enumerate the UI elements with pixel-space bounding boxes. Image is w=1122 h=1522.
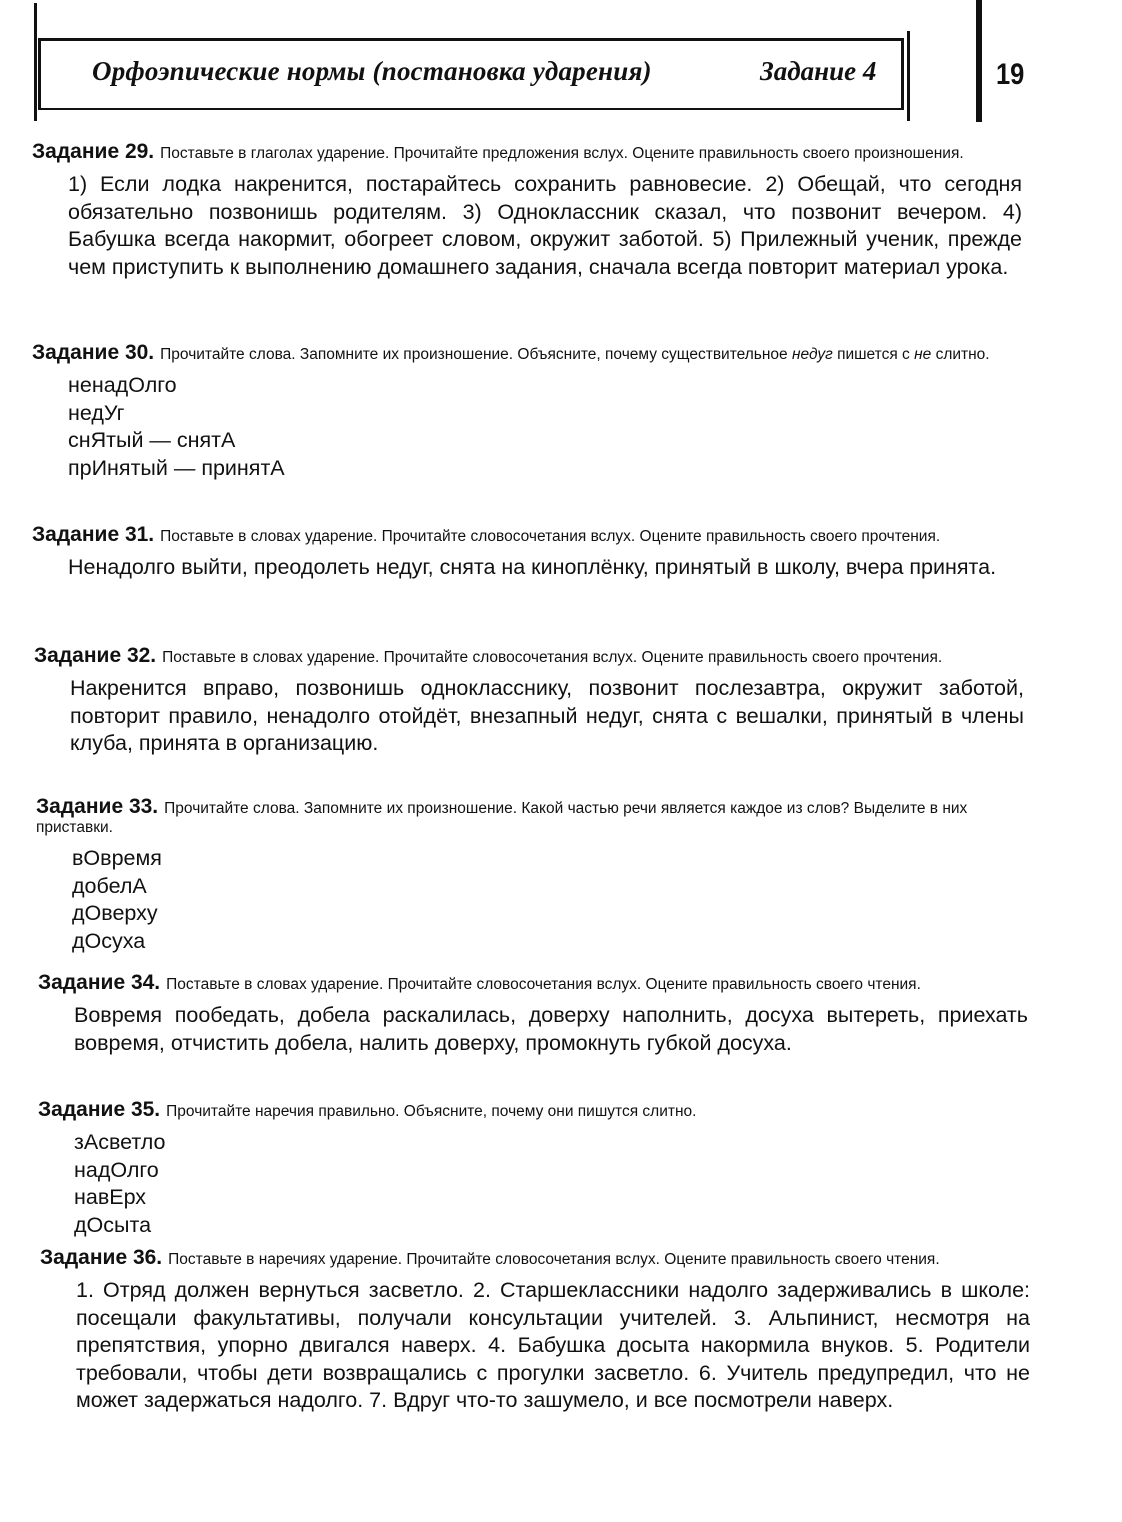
task-35 bbox=[38, 1100, 1028, 1239]
task-instruction bbox=[32, 525, 1022, 546]
list-item: добелА bbox=[72, 873, 147, 898]
task-text: 1) Если лодка накренится, постарайтесь сохранить равновесие. 2) Обещай, что сегодня обязательно позвонишь родителям. 3) Одноклассник сказал, что позвонит вечером. 4) Бабушка всегда накормит, обогреет словом, окружит заботой. 5) Прилежный ученик, прежде чем приступить к выполнению домашнего задания, сначала всегда повторит материал урока. bbox=[68, 172, 1022, 279]
task-label: Задание 36. bbox=[40, 1246, 163, 1269]
list-item: дОверху bbox=[72, 901, 158, 925]
task-29 bbox=[32, 142, 1022, 281]
word-list bbox=[68, 372, 1022, 482]
list-item: дОсуха bbox=[72, 928, 146, 953]
task-33 bbox=[36, 797, 1026, 955]
list-item: навЕрх bbox=[74, 1185, 147, 1209]
page-number: 19 bbox=[996, 58, 1025, 91]
instruction-text: слитно. bbox=[935, 346, 990, 363]
task-text: 1. Отряд должен вернуться засветло. 2. Старшеклассники надолго задерживались в школе: посещали факультативы, получали консультации учителей. 3. Альпинист, несмотря на препятствия, упорно двигался наверх. 4. Бабушка досыта накормила внуков. 5. Родители требовали, чтобы дети возвращались с прогулки засветло. 6. Учитель предупредил, что не может задержаться надолго. 7. Вдруг что-то зашумело, и все посмотрели наверх. bbox=[76, 1278, 1030, 1412]
task-32 bbox=[34, 646, 1024, 758]
list-item: прИнятый — принятА bbox=[68, 455, 285, 480]
instruction-text: Прочитайте слова. Запомните их произношение. Какой частью речи является каждое из слов? Выделите в них приставки. bbox=[36, 800, 968, 836]
task-instruction bbox=[38, 973, 1028, 994]
word-list bbox=[74, 1129, 1028, 1239]
task-instruction bbox=[38, 1100, 1028, 1121]
task-label: Задание 35. bbox=[38, 1098, 161, 1121]
task-34 bbox=[38, 973, 1028, 1057]
instruction-text: пишется с bbox=[837, 346, 910, 363]
instruction-text: Поставьте в словах ударение. Прочитайте словосочетания вслух. Оцените правильность своего чтения. bbox=[166, 976, 921, 993]
instruction-text: Прочитайте наречия правильно. Объясните, почему они пишутся слитно. bbox=[166, 1103, 697, 1120]
page-title: Орфоэпические нормы (постановка ударения) bbox=[92, 56, 652, 86]
instruction-text: Поставьте в наречиях ударение. Прочитайте словосочетания вслух. Оцените правильность своего чтения. bbox=[168, 1251, 940, 1268]
task-label: Задание 32. bbox=[34, 644, 157, 667]
task-instruction bbox=[32, 343, 1022, 364]
list-item: вОвремя bbox=[72, 846, 162, 870]
task-31 bbox=[32, 525, 1022, 582]
task-text: Ненадолго выйти, преодолеть недуг, снята на киноплёнку, принятый в школу, вчера принята. bbox=[68, 555, 997, 579]
task-36 bbox=[40, 1248, 1030, 1415]
task-instruction bbox=[40, 1248, 1030, 1269]
task-text: Накренится вправо, позвонишь однокласснику, позвонит послезавтра, окружит заботой, повторит правило, ненадолго отойдёт, внезапный недуг, снята с вешалки, принятый в члены клуба, принята в организацию. bbox=[70, 676, 1024, 755]
word-list bbox=[72, 845, 1026, 955]
task-label: Задание 31. bbox=[32, 523, 155, 546]
list-item: недУг bbox=[68, 400, 125, 425]
instruction-word: недуг bbox=[791, 346, 833, 363]
instruction-text: Поставьте в глаголах ударение. Прочитайте предложения вслух. Оцените правильность своего произношения. bbox=[160, 145, 964, 162]
task-label: Задание 34. bbox=[38, 971, 161, 994]
list-item: зАсветло bbox=[74, 1130, 166, 1154]
task-text: Вовремя пообедать, добела раскалилась, доверху наполнить, досуха вытереть, приехать вовремя, отчистить добела, налить доверху, промокнуть губкой досуха. bbox=[74, 1003, 1028, 1055]
list-item: снЯтый — снятА bbox=[68, 428, 236, 452]
task-label: Задание 33. bbox=[36, 795, 159, 818]
task-instruction bbox=[32, 142, 1022, 163]
list-item: надОлго bbox=[74, 1157, 159, 1182]
task-label: Задание 30. bbox=[32, 341, 155, 364]
instruction-text: Поставьте в словах ударение. Прочитайте словосочетания вслух. Оцените правильность своего прочтения. bbox=[160, 528, 941, 545]
list-item: ненадОлго bbox=[68, 373, 177, 397]
instruction-word: не bbox=[914, 346, 932, 363]
task-instruction bbox=[34, 646, 1024, 667]
list-item: дОсыта bbox=[74, 1212, 152, 1237]
task-label: Задание 29. bbox=[32, 140, 155, 163]
task-instruction bbox=[36, 797, 1026, 837]
instruction-text: Прочитайте слова. Запомните их произношение. Объясните, почему существительное bbox=[160, 346, 788, 363]
section-label: Задание 4 bbox=[760, 56, 877, 86]
instruction-text: Поставьте в словах ударение. Прочитайте словосочетания вслух. Оцените правильность своего прочтения. bbox=[162, 649, 943, 666]
margin-rule bbox=[976, 0, 982, 122]
task-30 bbox=[32, 343, 1022, 482]
